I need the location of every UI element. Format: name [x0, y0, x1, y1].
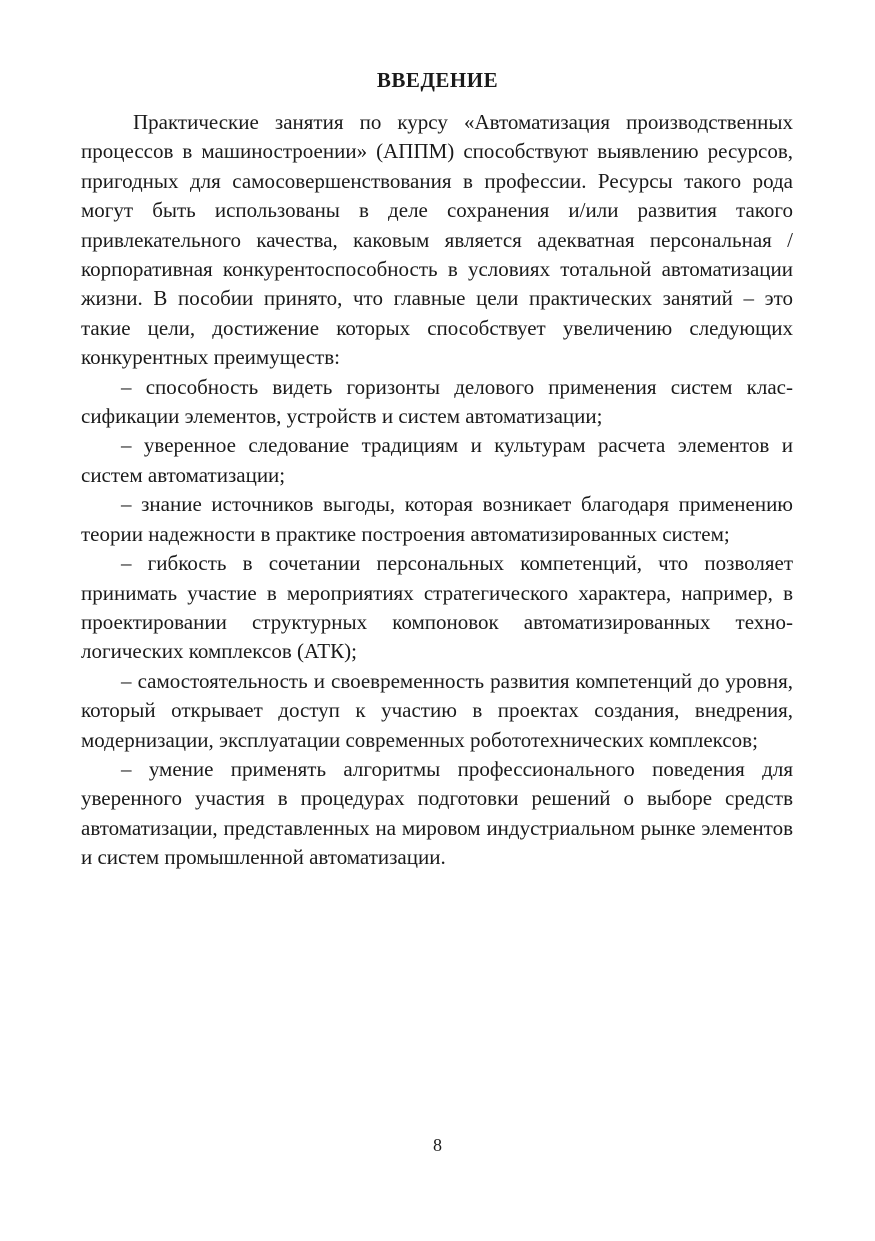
section-heading: ВВЕДЕНИЕ: [376, 68, 499, 92]
body-text: [81, 108, 793, 873]
list-item: – знание источников выгоды, которая возникает благодаря применению теории надежности в практике построения автоматизированных систем;: [81, 492, 793, 546]
list-item: – уверенное следование традициям и культурам расчета элементов и систем автоматизации;: [81, 433, 793, 487]
list-item: – умение применять алгоритмы профессионального поведения для уверенного участия в процедурах подготовки решений о выборе средств автоматизации, представленных на мировом индустриальном рынке элементов и систем промышленной автоматизации.: [81, 756, 793, 870]
list-item: – способность видеть горизонты делового применения систем классификации элементов, устройств и систем автоматизации;: [81, 374, 793, 429]
intro-paragraph: Практические занятия по курсу «Автоматизация производственных процессов в машиностроении» (АППМ) способствуют выявлению ресурсов, пригодных для самосовершенствования в профессии. Ресурсы такого рода могут быть использованы в деле сохранения и/или развития такого привлекательного качества, каковым является адекватная персональная / корпоративная конкурентоспособность в условиях тотальной автоматизации жизни. В пособии принято, что главные цели практических занятий – это такие цели, достижение которых способствует увеличению следующих конкурентных преимуществ:: [81, 110, 793, 370]
page-number: 8: [433, 1135, 442, 1155]
list-item: – самостоятельность и своевременность развития компетенций до уровня, который открывает доступ к участию в проектах создания, внедрения, модернизации, эксплуатации современных робототехнических комплексов;: [81, 668, 793, 752]
list-item: – гибкость в сочетании персональных компетенций, что позволяет принимать участие в мероприятиях стратегического характера, например, в проектировании структурных компоновок автоматизированных технологических комплексов (АТК);: [81, 551, 793, 664]
